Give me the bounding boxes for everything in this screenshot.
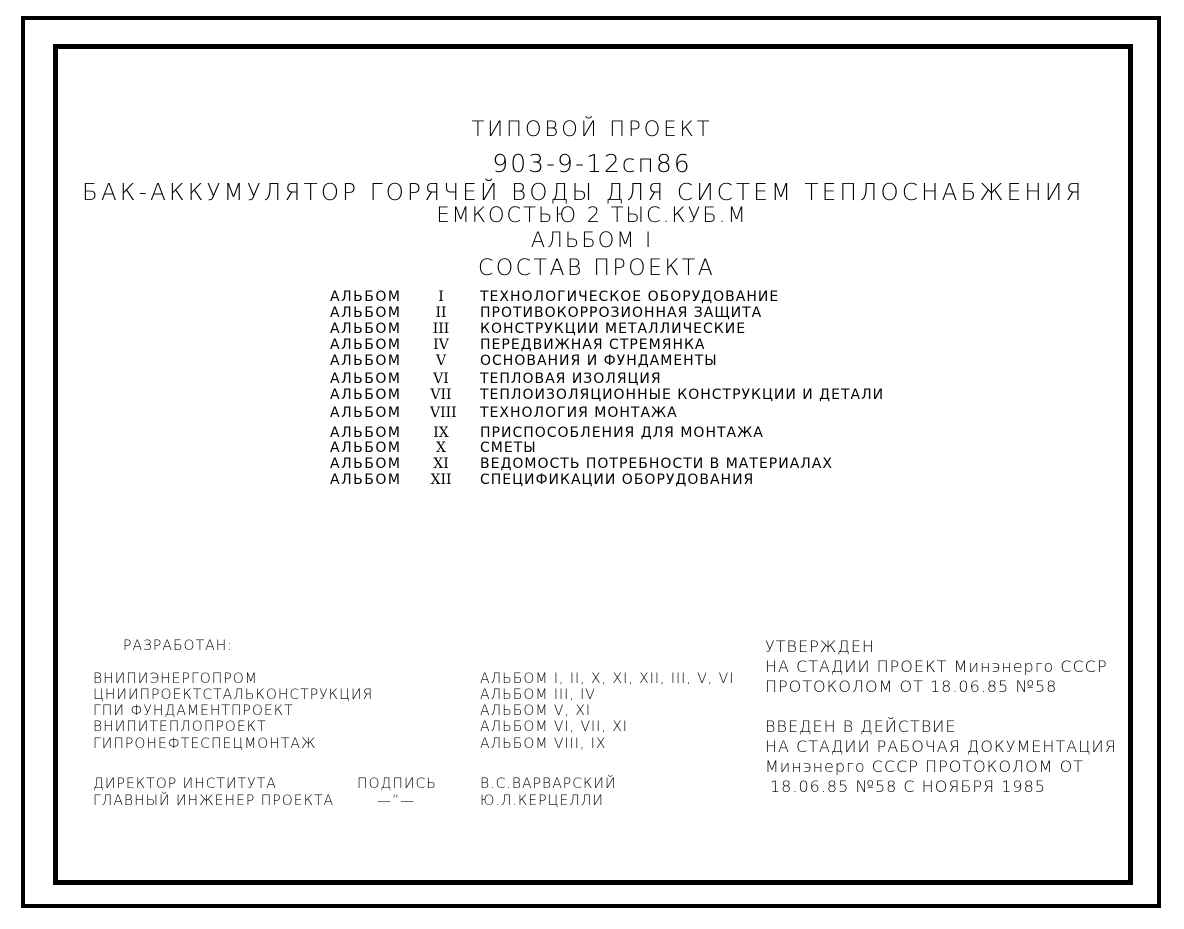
- album-number: АЛЬБОМ I: [530, 228, 654, 252]
- developed-heading: РАЗРАБОТАН:: [123, 638, 233, 654]
- org-albums: АЛЬБОМ VI, VII, XI: [480, 719, 628, 735]
- approval-line: ПРОТОКОЛОМ ОТ 18.06.85 №58: [765, 677, 1058, 696]
- project-title: БАК-АККУМУЛЯТОР ГОРЯЧЕЙ ВОДЫ ДЛЯ СИСТЕМ ТЕПЛОСНАБЖЕНИЯ: [82, 180, 1085, 206]
- project-capacity: ЕМКОСТЬЮ 2 ТЫС.КУБ.М: [436, 203, 748, 227]
- chief-engineer-name: Ю.Л.КЕРЦЕЛЛИ: [480, 793, 604, 809]
- approval-heading: УТВЕРЖДЕН: [765, 637, 875, 656]
- enactment-line: Минэнерго СССР ПРОТОКОЛОМ ОТ: [765, 757, 1084, 776]
- project-code: 903-9-12сп86: [492, 149, 692, 178]
- director-name: В.С.ВАРВАРСКИЙ: [480, 776, 617, 792]
- signature-mark: —”—: [377, 793, 416, 809]
- org-name: ВНИПИТЕПЛОПРОЕКТ: [93, 719, 267, 735]
- director-role: ДИРЕКТОР ИНСТИТУТА: [93, 776, 277, 792]
- org-albums: АЛЬБОМ VIII, IX: [480, 736, 607, 752]
- enactment-heading: ВВЕДЕН В ДЕЙСТВИЕ: [765, 717, 957, 736]
- org-albums: АЛЬБОМ I, II, X, XI, XII, III, V, VI: [480, 671, 735, 687]
- enactment-line: НА СТАДИИ РАБОЧАЯ ДОКУМЕНТАЦИЯ: [765, 737, 1117, 756]
- doc-type: ТИПОВОЙ ПРОЕКТ: [471, 117, 713, 141]
- approval-line: НА СТАДИИ ПРОЕКТ Минэнерго СССР: [765, 657, 1108, 676]
- org-name: ГИПРОНЕФТЕСПЕЦМОНТАЖ: [93, 736, 317, 752]
- org-albums: АЛЬБОМ III, IV: [480, 687, 596, 703]
- section-heading: СОСТАВ ПРОЕКТА: [478, 256, 716, 281]
- org-name: ГПИ ФУНДАМЕНТПРОЕКТ: [93, 703, 294, 719]
- org-albums: АЛЬБОМ V, XI: [480, 703, 592, 719]
- signature-label: ПОДПИСЬ: [357, 776, 437, 792]
- enactment-line: 18.06.85 №58 С НОЯБРЯ 1985: [770, 777, 1046, 796]
- chief-engineer-role: ГЛАВНЫЙ ИНЖЕНЕР ПРОЕКТА: [93, 793, 335, 809]
- org-name: ЦНИИПРОЕКТСТАЛЬКОНСТРУКЦИЯ: [93, 687, 374, 703]
- org-name: ВНИПИЭНЕРГОПРОМ: [93, 671, 258, 687]
